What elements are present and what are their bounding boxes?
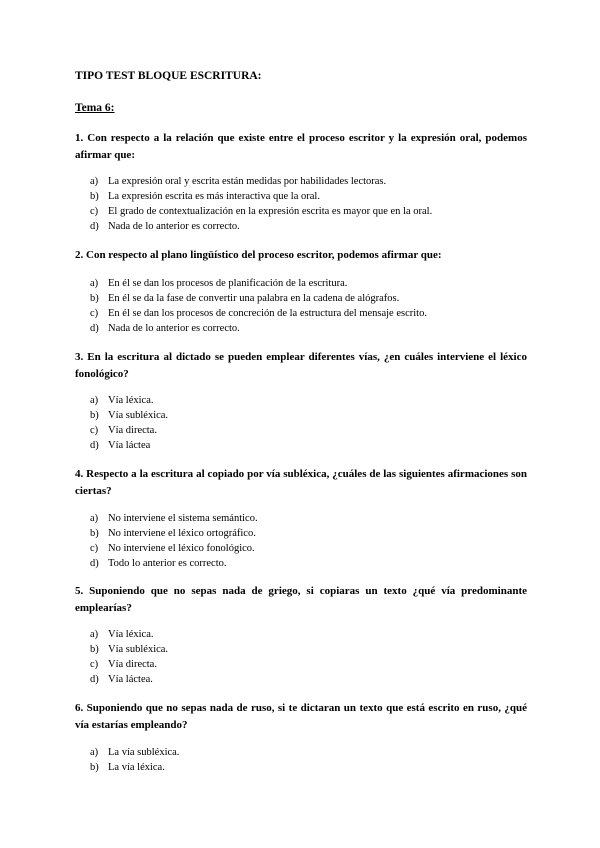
option-3a	[90, 393, 168, 408]
option-letter: a)	[90, 278, 99, 289]
option-text: La expresión escrita es más interactiva que la oral.	[108, 191, 320, 202]
option-text: Todo lo anterior es correcto.	[108, 558, 227, 569]
option-2a	[90, 276, 427, 291]
option-letter: a)	[90, 747, 99, 758]
option-letter: c)	[90, 659, 99, 670]
option-letter: a)	[90, 513, 99, 524]
question-2: 2. Con respecto al plano lingüístico del proceso escritor, podemos afirmar que:	[75, 249, 442, 261]
option-text: Vía directa.	[108, 659, 157, 670]
option-text: En él se dan los procesos de concreción de la estructura del mensaje escrito.	[108, 308, 427, 319]
option-letter: a)	[90, 395, 99, 406]
option-text: En él se da la fase de convertir una palabra en la cadena de alógrafos.	[108, 293, 400, 304]
option-text: Nada de lo anterior es correcto.	[108, 323, 240, 334]
option-4b	[90, 526, 258, 541]
document-title: TIPO TEST BLOQUE ESCRITURA:	[75, 70, 262, 82]
options-question-2	[90, 276, 427, 336]
option-4a	[90, 511, 258, 526]
option-text: Vía léxica.	[108, 629, 154, 640]
option-letter: d)	[90, 221, 99, 232]
option-text: Vía léxica.	[108, 395, 154, 406]
option-4d	[90, 556, 258, 571]
option-1d	[90, 219, 432, 234]
options-question-6	[90, 745, 179, 775]
option-3c	[90, 423, 168, 438]
question-6: 6. Suponiendo que no sepas nada de ruso, si te dictaran un texto que está escrito en ruso, ¿qué vía estarías empleando?	[75, 702, 527, 731]
question-4: 4. Respecto a la escritura al copiado por vía subléxica, ¿cuáles de las siguientes afirmaciones son ciertas?	[75, 468, 527, 497]
options-question-3	[90, 393, 168, 453]
option-letter: a)	[90, 176, 99, 187]
option-text: No interviene el léxico fonológico.	[108, 543, 255, 554]
option-text: En él se dan los procesos de planificación de la escritura.	[108, 278, 348, 289]
option-letter: b)	[90, 410, 99, 421]
option-text: No interviene el léxico ortográfico.	[108, 528, 256, 539]
question-5: 5. Suponiendo que no sepas nada de griego, si copiaras un texto ¿qué vía predominante emplearías?	[75, 585, 527, 614]
option-1a	[90, 174, 432, 189]
option-text: Vía láctea.	[108, 674, 153, 685]
option-6b	[90, 760, 179, 775]
option-text: La vía léxica.	[108, 762, 165, 773]
options-question-1	[90, 174, 432, 234]
option-letter: d)	[90, 440, 99, 451]
option-3d	[90, 438, 168, 453]
question-3: 3. En la escritura al dictado se pueden emplear diferentes vías, ¿en cuáles interviene el léxico fonológico?	[75, 351, 527, 380]
question-1: 1. Con respecto a la relación que existe entre el proceso escritor y la expresión oral, podemos afirmar que:	[75, 132, 527, 161]
option-letter: b)	[90, 191, 99, 202]
option-1b	[90, 189, 432, 204]
option-letter: b)	[90, 762, 99, 773]
option-6a	[90, 745, 179, 760]
option-text: La vía subléxica.	[108, 747, 180, 758]
option-letter: c)	[90, 206, 99, 217]
topic-heading: Tema 6:	[75, 102, 115, 114]
option-letter: a)	[90, 629, 99, 640]
option-letter: d)	[90, 323, 99, 334]
option-letter: c)	[90, 425, 99, 436]
option-letter: b)	[90, 293, 99, 304]
option-text: Vía subléxica.	[108, 644, 169, 655]
option-4c	[90, 541, 258, 556]
options-question-4	[90, 511, 258, 571]
option-text: Vía directa.	[108, 425, 157, 436]
option-5c	[90, 657, 168, 672]
option-2c	[90, 306, 427, 321]
option-text: La expresión oral y escrita están medidas por habilidades lectoras.	[108, 176, 387, 187]
option-letter: b)	[90, 644, 99, 655]
option-text: El grado de contextualización en la expresión escrita es mayor que en la oral.	[108, 206, 433, 217]
option-5a	[90, 627, 168, 642]
option-letter: b)	[90, 528, 99, 539]
option-2d	[90, 321, 427, 336]
option-text: Nada de lo anterior es correcto.	[108, 221, 240, 232]
option-letter: d)	[90, 674, 99, 685]
option-text: Vía subléxica.	[108, 410, 169, 421]
option-letter: c)	[90, 308, 99, 319]
option-5d	[90, 672, 168, 687]
option-text: Vía láctea	[108, 440, 151, 451]
option-text: No interviene el sistema semántico.	[108, 513, 258, 524]
options-question-5	[90, 627, 168, 687]
option-letter: d)	[90, 558, 99, 569]
option-2b	[90, 291, 427, 306]
option-3b	[90, 408, 168, 423]
option-5b	[90, 642, 168, 657]
option-letter: c)	[90, 543, 99, 554]
option-1c	[90, 204, 432, 219]
